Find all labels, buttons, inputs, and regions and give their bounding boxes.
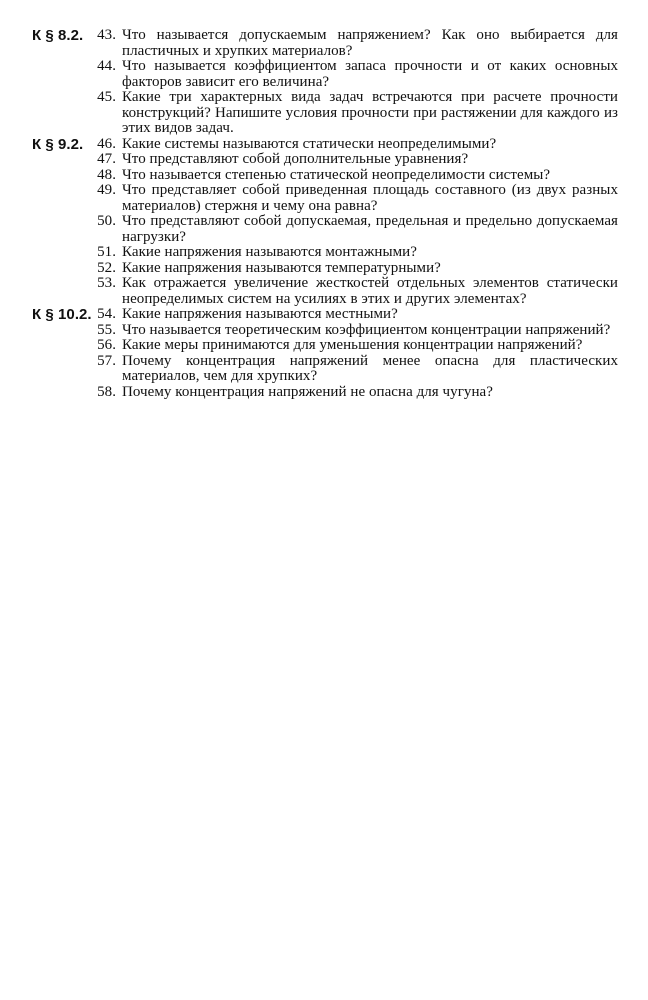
question-56 — [32, 338, 618, 354]
question-number: 54. — [97, 306, 116, 322]
question-number: 50. — [97, 213, 116, 229]
question-number: 46. — [97, 135, 116, 152]
question-number: 44. — [97, 58, 116, 74]
question-number: 52. — [97, 259, 116, 276]
question-51 — [32, 245, 618, 261]
question-55 — [32, 323, 618, 339]
question-47 — [32, 152, 618, 168]
question-text: Что называется теоретическим коэффициентом концентрации напряжений? — [122, 321, 611, 338]
question-number: 49. — [97, 182, 116, 198]
question-text: Что называется коэффициентом запаса прочности и от каких основных факторов зависит его величина? — [122, 58, 618, 90]
question-number: 45. — [97, 89, 116, 105]
section-10-2 — [32, 307, 618, 400]
question-text: Какие системы называются статически неопределимыми? — [122, 135, 497, 152]
question-46 — [32, 137, 618, 153]
question-text: Что представляют собой дополнительные уравнения? — [122, 151, 469, 167]
question-text: Какие три характерных вида задач встречаются при расчете прочности конструкций? Напишите условия прочности при растяжении для каждого из этих видов задач. — [122, 89, 618, 136]
question-number: 56. — [97, 337, 116, 353]
question-43 — [32, 28, 618, 59]
question-57 — [32, 354, 618, 385]
question-54 — [32, 307, 618, 323]
question-58 — [32, 385, 618, 401]
question-45 — [32, 90, 618, 137]
question-text: Какие напряжения называются монтажными? — [122, 244, 417, 260]
question-number: 57. — [97, 352, 116, 369]
question-53 — [32, 276, 618, 307]
question-text: Что называется допускаемым напряжением? Как оно выбирается для пластичных и хрупких материалов? — [122, 27, 618, 59]
question-number: 43. — [97, 27, 116, 43]
question-44 — [32, 59, 618, 90]
question-number: 55. — [97, 321, 116, 338]
question-text: Почему концентрация напряжений менее опасна для пластических материалов, чем для хрупких? — [122, 352, 618, 384]
section-9-2 — [32, 137, 618, 308]
question-text: Что представляют собой допускаемая, предельная и предельно допускаемая нагрузки? — [122, 213, 618, 245]
question-text: Какие напряжения называются местными? — [122, 306, 398, 322]
section-ref-10-2: К § 10.2. — [32, 306, 92, 323]
question-text: Что представляет собой приведенная площадь составного (из двух разных материалов) стержня и чему она равна? — [122, 182, 618, 214]
section-ref-9-2: К § 9.2. — [32, 135, 84, 153]
question-48 — [32, 168, 618, 184]
question-50 — [32, 214, 618, 245]
question-text: Как отражается увеличение жесткостей отдельных элементов статически неопределимых систем на усилиях в этих и других элементах? — [122, 275, 618, 307]
review-questions-list — [32, 28, 618, 400]
question-text: Какие напряжения называются температурными? — [122, 259, 441, 276]
question-text: Почему концентрация напряжений не опасна для чугуна? — [122, 383, 493, 400]
question-text: Что называется степенью статической неопределимости системы? — [122, 166, 551, 183]
section-ref-8-2: К § 8.2. — [32, 27, 84, 44]
question-52 — [32, 261, 618, 277]
question-number: 48. — [97, 166, 116, 183]
question-number: 51. — [97, 244, 116, 260]
section-8-2 — [32, 28, 618, 137]
question-number: 47. — [97, 151, 116, 167]
question-49 — [32, 183, 618, 214]
question-number: 58. — [97, 383, 116, 400]
question-text: Какие меры принимаются для уменьшения концентрации напряжений? — [122, 337, 583, 353]
question-number: 53. — [97, 275, 116, 291]
